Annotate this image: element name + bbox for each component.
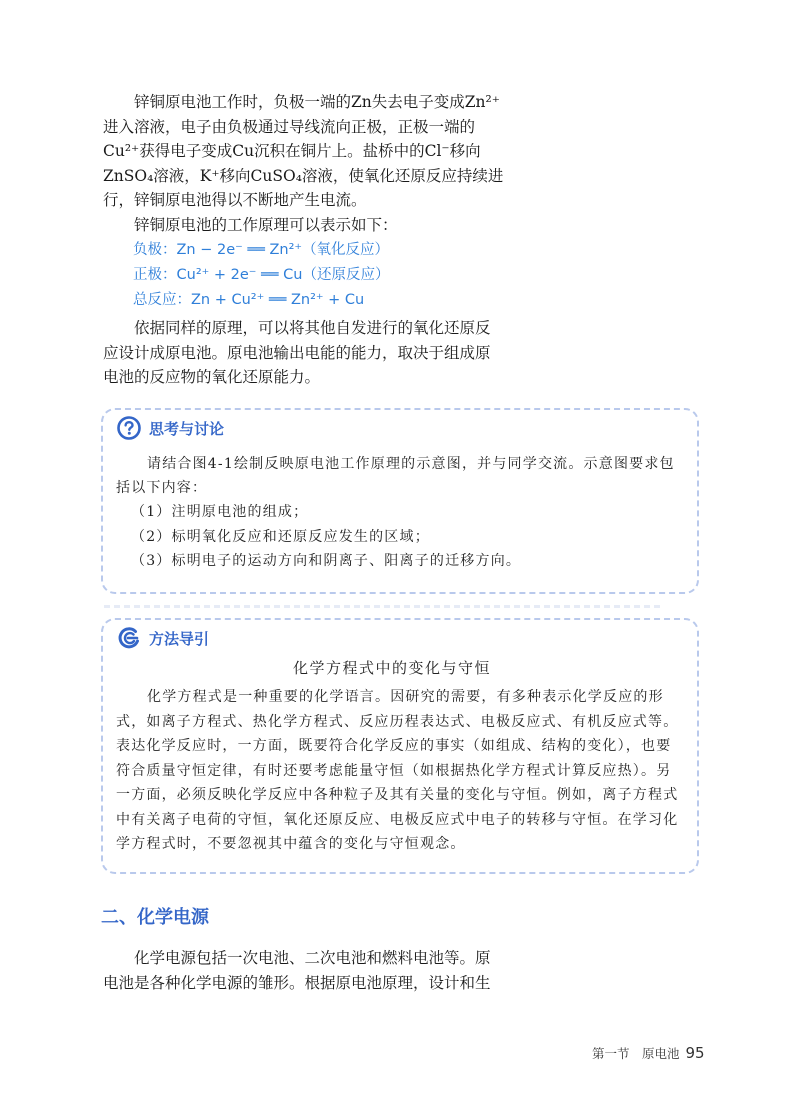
method-subtitle: 化学方程式中的变化与守恒 — [293, 659, 492, 677]
method-title: 方法导引 — [149, 629, 210, 648]
question-bubble-icon — [117, 416, 141, 440]
section-line: 化学电源包括一次电池、二次电池和燃料电池等。原 — [134, 949, 491, 967]
method-box — [101, 618, 699, 874]
discussion-header — [117, 416, 224, 440]
equation-anode — [133, 238, 389, 263]
section-line: 电池是各种化学电源的雏形。根据原电池原理，设计和生 — [103, 973, 491, 992]
discussion-title: 思考与讨论 — [149, 419, 225, 438]
discussion-line: 请结合图4-1绘制反映原电池工作原理的示意图，并与同学交流。示意图要求包 — [147, 456, 675, 472]
method-line: 符合质量守恒定律，有时还要考虑能量守恒（如根据热化学方程式计算反应热）。另 — [116, 763, 672, 779]
equation-body: Zn − 2e⁻ ══ Zn²⁺ — [176, 242, 303, 258]
equation-note: （氧化反应） — [302, 242, 390, 258]
decorative-divider — [104, 605, 664, 608]
intro-line: ZnSO₄溶液，K⁺移向CuSO₄溶液，使氧化还原反应持续进 — [103, 166, 504, 185]
intro-line: 行，锌铜原电池得以不断地产生电流。 — [103, 191, 367, 210]
principle-line: 应设计成原电池。原电池输出电能的能力，取决于组成原 — [103, 343, 491, 362]
discussion-item: （2）标明氧化反应和还原反应发生的区域； — [131, 529, 430, 545]
method-line: 表达化学反应时，一方面，既要符合化学反应的事实（如组成、结构的变化），也要 — [116, 738, 672, 754]
chapter-label: 第一节 原电池 — [592, 1046, 680, 1061]
equation-total — [133, 288, 364, 313]
page-footer — [592, 1044, 705, 1062]
method-header — [117, 626, 209, 650]
intro-paragraph — [103, 90, 504, 238]
equation-note: （还原反应） — [302, 267, 390, 283]
principle-line: 依据同样的原理，可以将其他自发进行的氧化还原反 — [134, 319, 491, 337]
section-paragraph — [103, 946, 498, 995]
method-line: 中有关离子电荷的守恒，氧化还原反应、电极反应式中电子的转移与守恒。在学习化 — [116, 812, 679, 828]
equation-body: Zn + Cu²⁺ ══ Zn²⁺ + Cu — [191, 292, 365, 308]
discussion-box — [101, 408, 699, 594]
equation-label: 正极： — [133, 267, 177, 283]
principle-paragraph — [103, 316, 498, 390]
method-line: 化学方程式是一种重要的化学语言。因研究的需要，有多种表示化学反应的形 — [147, 689, 664, 705]
method-line: 式，如离子方程式、热化学方程式、反应历程表达式、电极反应式、有机反应式等。 — [116, 714, 679, 730]
equation-cathode — [133, 263, 389, 288]
method-line: 学方程式时，不要忽视其中蕴含的变化与守恒观念。 — [116, 836, 466, 852]
intro-line: Cu²⁺获得电子变成Cu沉积在铜片上。盐桥中的Cl⁻移向 — [103, 142, 481, 161]
intro-line: 进入溶液，电子由负极通过导线流向正极，正极一端的 — [103, 117, 476, 136]
page-number: 95 — [685, 1044, 705, 1062]
method-line: 一方面，必须反映化学反应中各种粒子及其有关量的变化与守恒。例如，离子方程式 — [116, 787, 679, 803]
intro-line: 锌铜原电池的工作原理可以表示如下： — [134, 215, 398, 234]
section-heading: 二、化学电源 — [101, 907, 209, 928]
principle-line: 电池的反应物的氧化还原能力。 — [103, 368, 321, 387]
discussion-item: （3）标明电子的运动方向和阴离子、阳离子的迁移方向。 — [131, 553, 522, 569]
equation-label: 总反应： — [133, 292, 191, 308]
equation-body: Cu²⁺ + 2e⁻ ══ Cu — [176, 267, 303, 283]
discussion-line: 括以下内容： — [116, 480, 208, 496]
intro-line: 锌铜原电池工作时，负极一端的Zn失去电子变成Zn²⁺ — [134, 93, 500, 111]
discussion-item: （1）注明原电池的组成； — [131, 504, 309, 520]
method-guide-icon — [117, 626, 141, 650]
equation-label: 负极： — [133, 242, 177, 258]
